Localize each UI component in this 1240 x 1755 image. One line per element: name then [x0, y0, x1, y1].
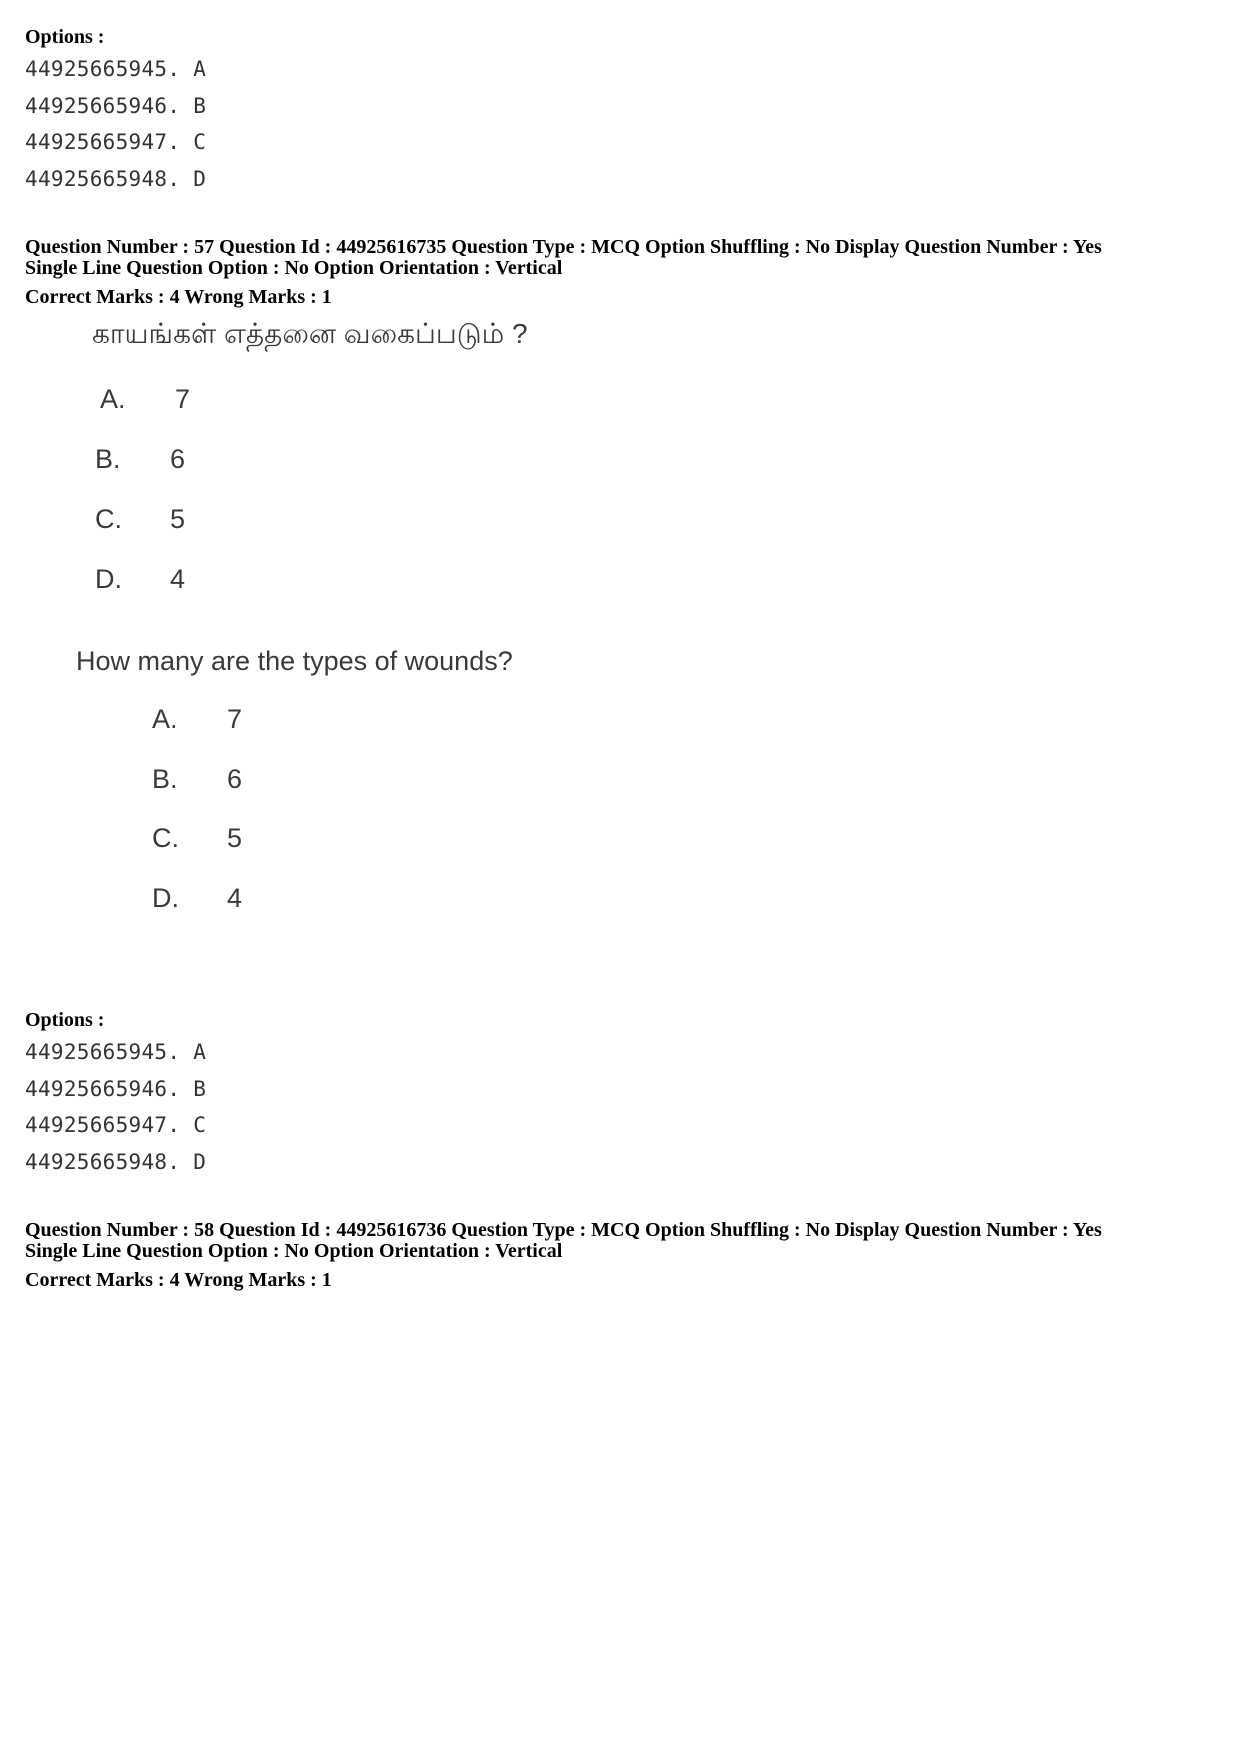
choice-letter: B.: [95, 444, 121, 474]
choice-value: 5: [170, 504, 186, 534]
option-item: 44925665948. D: [25, 1149, 207, 1174]
choice-value: 7: [175, 384, 191, 414]
choice-value: 4: [170, 564, 186, 594]
choice-letter: D.: [152, 883, 179, 913]
option-item: 44925665948. D: [25, 166, 207, 191]
choice-value: 5: [227, 823, 243, 853]
question-marks: Correct Marks : 4 Wrong Marks : 1: [25, 286, 332, 308]
option-item: 44925665947. C: [25, 130, 207, 154]
option-item: 44925665946. B: [25, 1076, 207, 1101]
option-item: 44925665946. B: [25, 93, 207, 118]
choice-letter: A.: [152, 704, 178, 734]
choice-letter: B.: [152, 764, 178, 794]
question-meta-line1: Question Number : 58 Question Id : 44925616736 Question Type : MCQ Option Shuffling : No Display Question Number : Yes: [25, 1219, 1102, 1241]
choice-letter: A.: [100, 384, 126, 414]
english-question-block: [76, 646, 676, 926]
option-item: 44925665945. A: [25, 57, 207, 81]
choice-value: 6: [170, 444, 186, 474]
choice-letter: C.: [152, 823, 179, 853]
choice-value: 6: [227, 764, 243, 794]
option-item: 44925665945. A: [25, 1040, 207, 1064]
question-meta-line2: Single Line Question Option : No Option Orientation : Vertical: [25, 257, 563, 279]
options-list: [25, 1034, 206, 1180]
question-meta-line2: Single Line Question Option : No Option Orientation : Vertical: [25, 1240, 563, 1262]
question-marks: Correct Marks : 4 Wrong Marks : 1: [25, 1269, 332, 1291]
choice-value: 7: [227, 704, 243, 734]
tamil-question-text: காயங்கள் எத்தனை வகைப்படும் ?: [92, 318, 528, 349]
english-question-text: How many are the types of wounds?: [76, 646, 513, 676]
options-list: [25, 51, 206, 197]
options-heading: Options :: [25, 26, 105, 48]
question-meta-line1: Question Number : 57 Question Id : 44925616735 Question Type : MCQ Option Shuffling : No Display Question Number : Yes: [25, 236, 1102, 258]
tamil-question-block: [92, 318, 712, 598]
choice-letter: C.: [95, 504, 122, 534]
option-item: 44925665947. C: [25, 1113, 207, 1137]
choice-letter: D.: [95, 564, 122, 594]
options-heading: Options :: [25, 1009, 105, 1031]
choice-value: 4: [227, 883, 243, 913]
